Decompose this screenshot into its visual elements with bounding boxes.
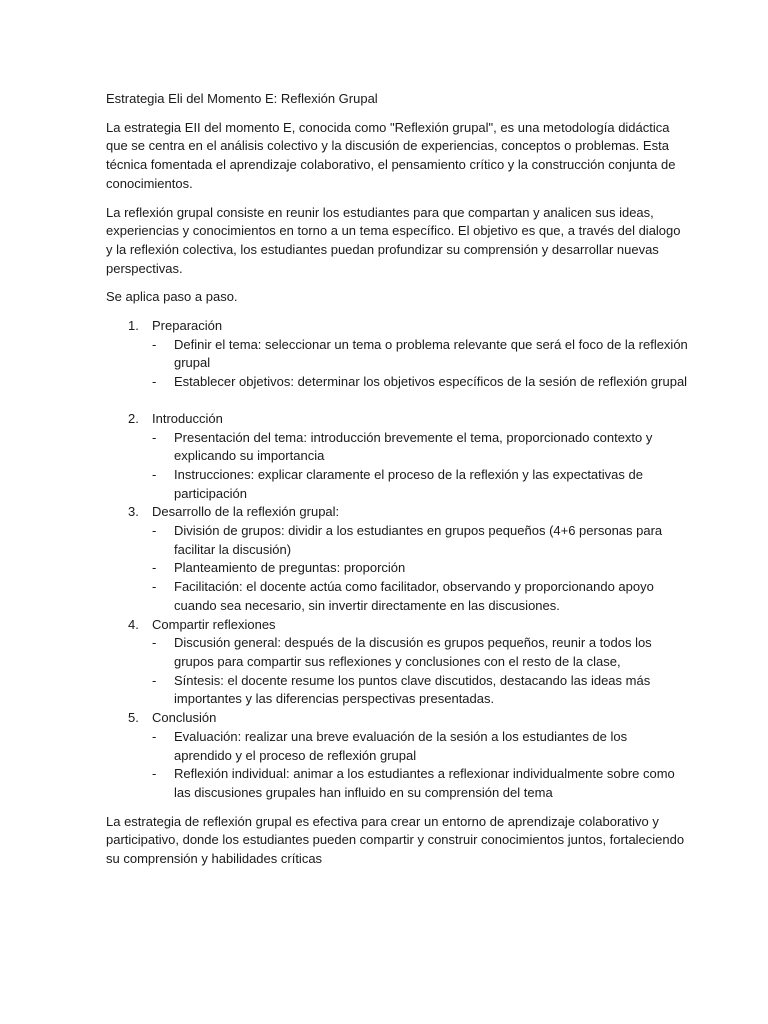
step-label: Preparación xyxy=(152,318,223,334)
intro-paragraph: La estrategia EII del momento E, conocida como "Reflexión grupal", es una metodología didáctica que se centra en el análisis colectivo y la discusión de experiencias, conceptos o problemas. Esta técnica fomentada el aprendizaje colaborativo, el pensamiento crítico y la construcción conjunta de conocimientos. xyxy=(106,119,676,191)
substep-text: Instrucciones: explicar claramente el proceso de la reflexión y las expectativas de participación xyxy=(174,466,643,501)
step-label: Conclusión xyxy=(152,710,217,726)
step-label: Desarrollo de la reflexión grupal: xyxy=(152,504,340,520)
step-item xyxy=(106,709,688,803)
substep-list xyxy=(152,429,688,504)
substep-list xyxy=(152,522,688,616)
dash-marker: - xyxy=(152,523,157,539)
step-item xyxy=(106,317,688,392)
dash-marker: - xyxy=(152,429,157,445)
dash-marker: - xyxy=(152,728,157,744)
substep-item xyxy=(152,466,688,503)
step-item xyxy=(106,616,688,710)
document-title: Estrategia Eli del Momento E: Reflexión Grupal xyxy=(106,91,378,106)
substep-item xyxy=(152,765,688,802)
substep-item xyxy=(152,634,688,671)
substep-item xyxy=(152,728,688,765)
step-number: 4. xyxy=(128,616,139,632)
definition-paragraph: La reflexión grupal consiste en reunir los estudiantes para que compartan y analicen sus ideas, experiencias y conocimientos en torno a un tema específico. El objetivo es que, a través del dialogo y la reflexión colectiva, los estudiantes puedan profundizar su comprensión y desarrollar nuevas perspectivas. xyxy=(106,204,681,276)
steps-intro: Se aplica paso a paso. xyxy=(106,289,238,305)
substep-text: Establecer objetivos: determinar los objetivos específicos de la sesión de reflexión grupal xyxy=(174,374,688,390)
substep-list xyxy=(152,634,688,709)
substep-item xyxy=(152,336,688,373)
step-number: 3. xyxy=(128,504,139,520)
dash-marker: - xyxy=(152,672,157,688)
substep-item xyxy=(152,429,688,466)
dash-marker: - xyxy=(152,766,157,782)
conclusion-paragraph: La estrategia de reflexión grupal es efectiva para crear un entorno de aprendizaje colaborativo y participativo, donde los estudiantes pueden compartir y construir conocimientos juntos, fortaleciendo su comprensión y habilidades críticas xyxy=(106,813,685,867)
dash-marker: - xyxy=(152,336,157,352)
step-number: 5. xyxy=(128,710,139,726)
step-item xyxy=(106,410,688,504)
substep-text: División de grupos: dividir a los estudiantes en grupos pequeños (4+6 personas para facilitar la discusión) xyxy=(174,523,663,557)
dash-marker: - xyxy=(152,579,157,595)
dash-marker: - xyxy=(152,560,157,576)
substep-item xyxy=(152,559,688,578)
substep-text: Síntesis: el docente resume los puntos clave discutidos, destacando las ideas más importantes y las diferencias perspectivas presentadas. xyxy=(174,672,651,707)
steps-list xyxy=(106,317,688,803)
substep-text: Definir el tema: seleccionar un tema o problema relevante que será el foco de la reflexión grupal xyxy=(174,336,688,371)
substep-list xyxy=(152,336,688,392)
substep-text: Evaluación: realizar una breve evaluación de la sesión a los estudiantes de los aprendido y el proceso de reflexión grupal xyxy=(174,728,628,763)
step-number: 1. xyxy=(128,318,139,334)
substep-text: Discusión general: después de la discusión es grupos pequeños, reunir a todos los grupos para compartir sus reflexiones y conclusiones con el resto de la clase, xyxy=(174,635,652,669)
substep-text: Facilitación: el docente actúa como facilitador, observando y proporcionando apoyo cuando sea necesario, sin invertir directamente en las discusiones. xyxy=(174,579,654,613)
step-label: Compartir reflexiones xyxy=(152,616,276,632)
step-number: 2. xyxy=(128,410,139,426)
substep-item xyxy=(152,578,688,615)
substep-text: Planteamiento de preguntas: proporción xyxy=(174,560,406,576)
substep-list xyxy=(152,728,688,803)
substep-text: Presentación del tema: introducción brevemente el tema, proporcionado contexto y explicando su importancia xyxy=(174,429,653,464)
dash-marker: - xyxy=(152,374,157,390)
dash-marker: - xyxy=(152,466,157,482)
step-item xyxy=(106,503,688,615)
substep-item xyxy=(152,373,688,392)
dash-marker: - xyxy=(152,635,157,651)
substep-item xyxy=(152,522,688,559)
substep-item xyxy=(152,672,688,709)
step-label: Introducción xyxy=(152,410,223,426)
substep-text: Reflexión individual: animar a los estudiantes a reflexionar individualmente sobre como las discusiones grupales han influido en su comprensión del tema xyxy=(174,766,675,800)
